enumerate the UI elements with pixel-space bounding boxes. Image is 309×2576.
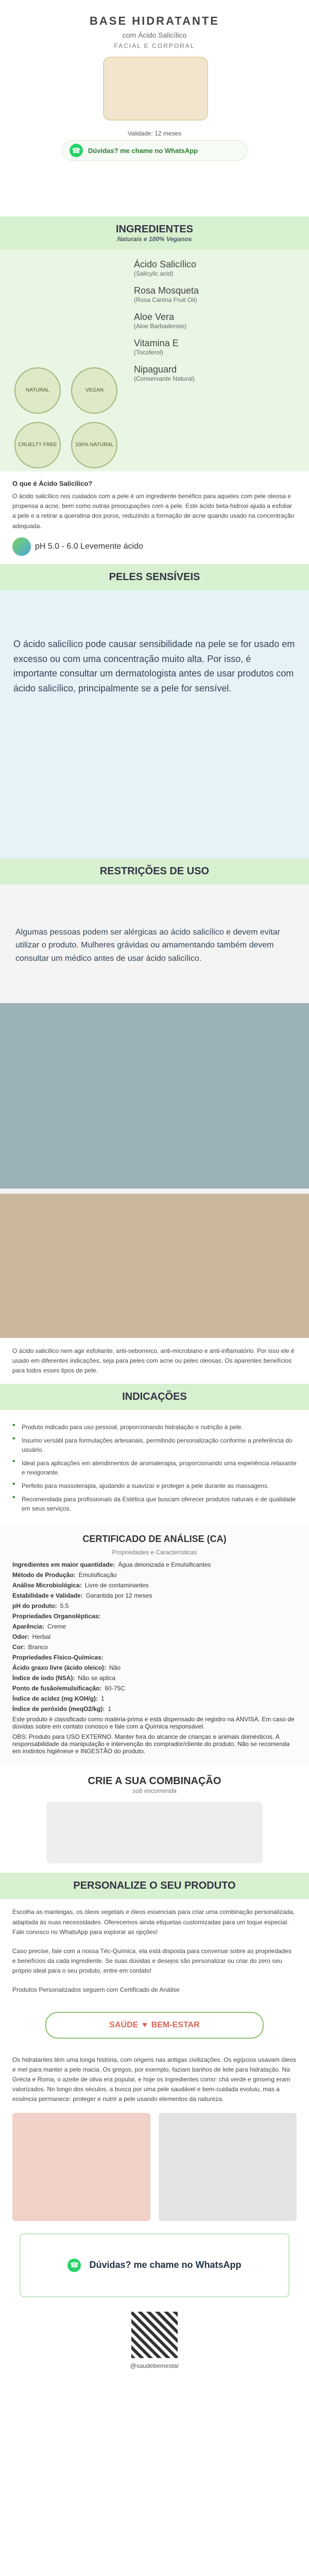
ingredient-name: Nipaguard [134,364,177,375]
analysis-value: Água deionizada e Emulsificantes [118,1561,211,1569]
product-jar-image [103,57,208,121]
analysis-row [12,1592,297,1599]
sensitive-block [0,590,309,858]
analysis-key: Ponto de fusão/emulsificação: [12,1685,102,1692]
ingredient-sub: (Rosa Canina Fruit Oil) [134,296,197,303]
analysis-key: Propriedades Físico-Químicas: [12,1654,104,1662]
analysis-key: Aparência: [12,1623,45,1631]
analysis-value: Creme [47,1623,66,1631]
analysis-key: pH do produto: [12,1602,57,1610]
sensitive-text: O ácido salicílico pode causar sensibilidade na pele se for usado em excesso ou com uma concentração muito alta. Por isso, é importante consultar um dermatologista antes de usar produtos com ácido salicílico, principalmente se a pele for sensível. [13,638,295,694]
indications-title: INDICAÇÕES [122,1391,187,1403]
indication-item: • Perfeito para massoterapia, ajudando a suavizar e proteger a pele durante as massagens. [12,1481,297,1490]
analysis-key: Índice de iodo (NSA): [12,1674,75,1682]
ingredient-item [134,338,288,356]
analysis-value: Não [109,1664,121,1672]
analysis-key: Análise Microbiológica: [12,1582,82,1589]
analysis-row [12,1685,297,1692]
badges [10,363,134,472]
qr-code[interactable] [131,2312,178,2358]
personalize-text-1: Escolha as manteigas, os óleos vegetais e óleos essenciais para criar uma combinação personalizada, adaptada às suas necessidades. Oferecemos ainda etiquetas customizadas para um toque especial. Fale conosco no WhatsApp para explorar as opções! [12,1908,295,1936]
combo-section [0,1766,309,1873]
personalize-section [0,1899,309,2003]
ingredient-item [134,364,288,382]
analysis-value: 1 [101,1695,105,1703]
analysis-key: Ácido graxo livre (ácido oleico): [12,1664,107,1672]
analysis-key: Ingredientes em maior quantidade: [12,1561,115,1569]
analysis-row [12,1561,297,1568]
badge-vegan: VEGAN [71,367,117,414]
hand-photo [159,2113,297,2221]
footer-handle: @saudebemestar [130,2362,179,2369]
badge-100-natural: 100% NATURAL [71,422,117,468]
ingredient-item [134,259,288,277]
analysis-obs: OBS: Produto para USO EXTERNO. Manter fora do alcance de crianças e animais domésticos. A responsabilidade da manipulação e intervenção do comprador/cliente do produto. Não se recomenda em instintos higiênese e INGESTÃO do produto. [12,1733,290,1755]
skin-photo [12,2113,150,2221]
badge-natural: NATURAL [14,367,61,414]
indication-item: • Insumo versátil para formulações artesanais, permitindo personalização conforme a preferência do usuário. [12,1436,297,1454]
analysis-value: 60-75C [105,1685,125,1692]
ingredient-name: Ácido Salicílico [134,259,197,269]
cta-label: Dúvidas? me chame no WhatsApp [89,2260,242,2270]
analysis-value: Branco [28,1643,48,1651]
indication-item: • Recomendada para profissionais da Estética que buscam oferecer produtos naturais e de qualidade em seus serviços. [12,1495,297,1513]
indications-list [0,1410,309,1526]
analysis-key: Propriedades Organolépticas: [12,1613,101,1620]
indication-item: • Produto indicado para uso pessoal, proporcionando hidratação e nutrição à pele. [12,1422,297,1432]
hero [0,0,309,216]
whatsapp-icon: ☎ [70,144,83,157]
footer [0,2297,309,2380]
restrictions-block [0,885,309,1338]
ingredients-list [134,259,288,391]
ingredients-subtitle: Naturais e 100% Veganos [117,235,192,243]
ingredients-block [0,250,309,471]
restrictions-title: RESTRIÇÕES DE USO [99,865,210,877]
ph-icon [12,537,31,556]
analysis-key: Odor: [12,1633,29,1641]
analysis-row [12,1674,297,1682]
analysis-row [12,1705,297,1713]
analysis-row [12,1623,297,1630]
about-question: O que é Ácido Salicílico? [12,480,93,487]
analysis-notes: Este produto é classificado como matéria-prima e está dispensado de registro na ANVISA. Em caso de dúvidas sobre em contato conosco e fale com a Química responsável. [12,1716,295,1731]
indication-item: • Ideal para aplicações em atendimentos de aromaterapia, proporcionando uma experiência relaxante e revigorante. [12,1459,297,1477]
brand-left: SAÚDE [109,2020,139,2029]
analysis-value: 1 [108,1705,112,1713]
brand-separator: ♥ [142,2020,147,2029]
whatsapp-label: Dúvidas? me chame no WhatsApp [88,146,198,155]
cosmetic-info: O ácido salicílico nem agir esfoliante, anti-seborreico, anti-microbiano e anti-inflamatório. Por isso ele é usado em diferentes indicações, seja para peles com acne ou peles oleosas. Os aparentes benefícios para todos esses tipos de pele. [12,1347,295,1375]
whatsapp-icon: ☎ [67,2259,81,2272]
photos-grid [0,2113,309,2221]
product-subtitle: com Ácido Salicílico [122,31,187,39]
ingredient-name: Vitamina E [134,338,179,348]
analysis-value: Emulsificação [78,1571,117,1579]
personalize-title: PERSONALIZE O SEU PRODUTO [73,1880,236,1892]
ingredients-title-bar [0,216,309,250]
analysis-value: Garantida por 12 meses [85,1592,152,1600]
woman-photo [0,1003,309,1189]
indications-title-bar [0,1384,309,1410]
story-text: Os hidratantes têm uma longa história, com origens nas antigas civilizações. Os egípcios usavam óleos e mel para manter a pele macia. Os gregos, por exemplo, faziam banhos de leite para hidratação. Na Grécia e Roma, o azeite de oliva era popular, e hoje os ingredientes como: chá verde e ginseng eram valorizados. No longo dos séculos, a busca por uma pele saudável e bem-cuidada evoluiu, mas a essência permanece: proteger e nutrir a pele usando elementos da natureza. [12,2056,296,2103]
ingredient-sub: (Conservante Natural) [134,375,195,382]
analysis-key: Índice de peróxido (meqO2/kg): [12,1705,105,1713]
sensitive-title: PELES SENSÍVEIS [109,571,200,583]
analysis-key: Cor: [12,1643,25,1651]
analysis-row [12,1654,297,1661]
validity-text: Validade: 12 meses [127,130,182,137]
personalize-text-2: Caso precise, fale com a nossa Téc-Química, ela está disposta para conversar sobre as propriedades e benefícios da cada ingrediente. Se suas dúvidas e desejos são personalizar ou criar do zero seu próprio ideal para o seu produto, entre em contato! [12,1947,292,1975]
badge-cruelty-free: CRUELTY FREE [14,422,61,468]
brand-right: BEM-ESTAR [151,2020,200,2029]
analysis-row [12,1571,297,1579]
ingredient-name: Rosa Mosqueta [134,285,199,296]
analysis-section [0,1526,309,1766]
ingredient-sub: (Salicylic acid) [134,270,174,277]
combo-sub: sob encomenda [132,1787,177,1795]
personalize-title-bar [0,1873,309,1899]
brand-logo [45,2012,264,2039]
combo-title: CRIE A SUA COMBINAÇÃO [88,1775,221,1787]
analysis-row [12,1643,297,1651]
ph-label: pH 5.0 - 6.0 Levemente ácido [35,541,143,551]
ingredient-item [134,285,288,303]
ingredient-name: Aloe Vera [134,312,175,322]
ingredients-title: INGREDIENTES [115,224,194,235]
analysis-row [12,1695,297,1702]
analysis-row [12,1664,297,1671]
whatsapp-contact-button[interactable] [62,140,247,161]
analysis-row [12,1633,297,1640]
ingredient-item [134,312,288,330]
analysis-title: CERTIFICADO DE ANÁLISE (CA) [82,1534,227,1545]
analysis-key: Estabilidade e Validade: [12,1592,83,1600]
ph-scale [12,537,297,556]
analysis-value: 5.5 [60,1602,69,1610]
about-text: O ácido salicílico nos cuidados com a pele é um ingrediente benéfico para aqueles com pele oleosa e propensa a acne, bem como outras preocupações com a pele. Este ácido beta-hidroxi ajuda a esfoliar a pele e a retirar a queratina dos poros, reduzindo a formação de acne quando usado na concentração adequada. [12,493,295,530]
analysis-row [12,1582,297,1589]
analysis-row [12,1602,297,1609]
restrictions-title-bar [0,858,309,885]
analysis-value: Herbal [32,1633,51,1641]
ingredient-sub: (Aloe Barbadensis) [134,323,187,330]
restrictions-text: Algumas pessoas podem ser alérgicas ao ácido salicílico e devem evitar utilizar o produto. Mulheres grávidas ou amamentando também devem consultar um médico antes de usar ácido salicílico. [15,927,281,963]
analysis-desc: Propriedades e Características [112,1549,197,1556]
about-section [0,471,309,564]
personalize-text-3: Produtos Personalizados seguem com Certificado de Análise [12,1986,180,1994]
analysis-key: Método de Produção: [12,1571,76,1579]
product-jar-photo [0,1194,309,1338]
ingredient-sub: (Tocoferol) [134,349,163,356]
whatsapp-cta-button[interactable] [20,2233,289,2297]
product-title: BASE HIDRATANTE [90,14,219,27]
analysis-key: Índice de acidez (mg KOH/g): [12,1695,98,1703]
analysis-value: Livre de contaminantes [84,1582,149,1589]
analysis-row [12,1613,297,1620]
product-subtitle2: FACIAL E CORPORAL [114,42,195,49]
analysis-value: Não se aplica [78,1674,116,1682]
sensitive-title-bar [0,564,309,590]
combo-image [46,1802,263,1863]
